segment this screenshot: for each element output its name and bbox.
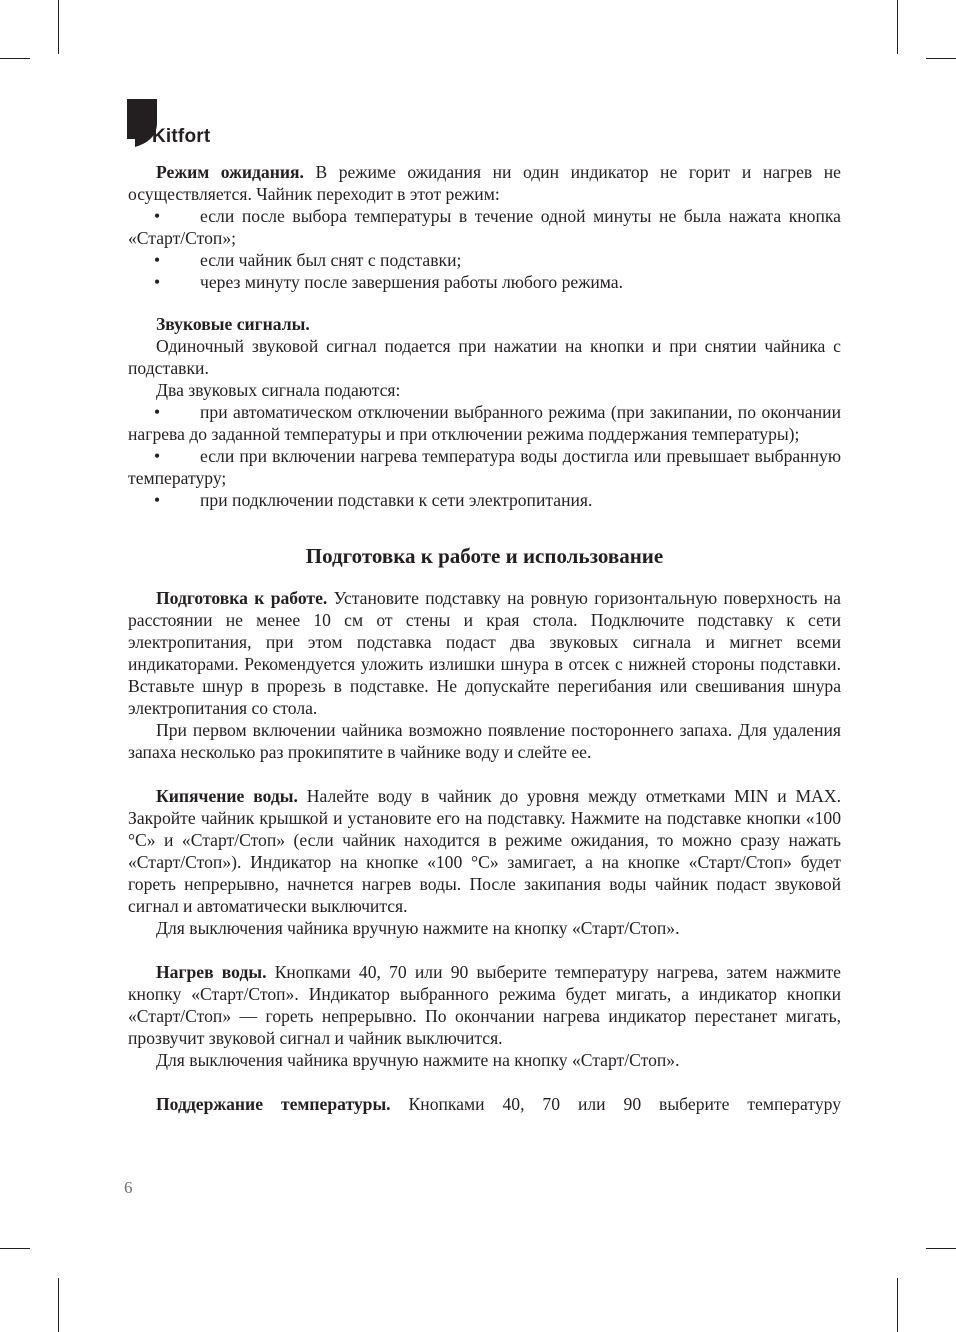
- list-item: • при подключении подставки к сети электропитания.: [154, 490, 593, 510]
- sounds-paragraph: Одиночный звуковой сигнал подается при нажатии на кнопки и при снятии чайника с подставки.: [128, 336, 841, 378]
- crop-mark: [926, 1248, 956, 1249]
- prep-paragraph: Подготовка к работе. Установите подставку на ровную горизонтальную поверхность на расстоянии не менее 10 см от стены и края стола. Подключите подставку к сети электропитания, при этом подставка подаст два звуковых сигнала и мигнет всеми индикаторами. Рекомендуется уложить излишки шнура в отсек с нижней стороны подставки. Вставьте шнур в прорезь в подставке. Не допускайте перегибания или свешивания шнура электропитания со стола.: [128, 588, 841, 718]
- prep-paragraph-2: При первом включении чайника возможно появление постороннего запаха. Для удаления запаха несколько раз прокипятите в чайнике воду и слейте ее.: [128, 720, 841, 762]
- heat-title: Нагрев воды.: [156, 962, 267, 982]
- crop-mark: [897, 0, 898, 54]
- crop-mark: [58, 1278, 59, 1332]
- list-item: • если при включении нагрева температура воды достигла или превышает выбранную температуру;: [128, 446, 841, 488]
- page-number: 6: [124, 1178, 133, 1197]
- standby-text: В режиме ожидания ни один индикатор не горит и нагрев не осуществляется. Чайник переходит в этот режим:: [128, 162, 841, 204]
- section-heading: Подготовка к работе и использование: [305, 544, 664, 568]
- keep-paragraph: Поддержание температуры. Кнопками 40, 70 или 90 выберите температуру: [156, 1094, 841, 1114]
- heat-paragraph: Нагрев воды. Кнопками 40, 70 или 90 выберите температуру нагрева, затем нажмите кнопку «Старт/Стоп». Индикатор выбранного режима будет мигать, а индикатор кнопки «Старт/Стоп» — гореть непрерывно. По окончании нагрева индикатор перестанет мигать, прозвучит звуковой сигнал и чайник выключится.: [128, 962, 841, 1048]
- keep-title: Поддержание температуры.: [156, 1094, 391, 1114]
- boil-paragraph: Кипячение воды. Налейте воду в чайник до уровня между отметками MIN и MAX. Закройте чайник крышкой и установите его на подставку. Нажмите на подставке кнопки «100 °С» и «Старт/Стоп» (если чайник находится в режиме ожидания, то можно сразу нажать «Старт/Стоп»). Индикатор на кнопке «100 °С» замигает, а на кнопке «Старт/Стоп» будет гореть непрерывно, начнется нагрев воды. После закипания воды чайник подаст звуковой сигнал и автоматически выключится.: [128, 786, 841, 916]
- sounds-paragraph-2: Два звуковых сигнала подаются:: [156, 380, 401, 400]
- list-item: • при автоматическом отключении выбранного режима (при закипании, по окончании нагрева до заданной температуры и при отключении режима поддержания температуры);: [128, 402, 841, 444]
- crop-mark: [897, 1278, 898, 1332]
- document-body: [128, 161, 841, 1115]
- boil-title: Кипячение воды.: [156, 786, 298, 806]
- sounds-title: Звуковые сигналы.: [156, 314, 310, 334]
- kitfort-logo: [127, 99, 227, 151]
- crop-mark: [58, 0, 59, 54]
- brand-name: Kitfort: [152, 126, 211, 147]
- heat-paragraph-2: Для выключения чайника вручную нажмите на кнопку «Старт/Стоп».: [156, 1050, 680, 1070]
- boil-paragraph-2: Для выключения чайника вручную нажмите на кнопку «Старт/Стоп».: [156, 918, 680, 938]
- crop-mark: [0, 1248, 30, 1249]
- list-item: • если после выбора температуры в течение одной минуты не была нажата кнопка «Старт/Стоп»;: [128, 206, 841, 248]
- crop-mark: [0, 58, 30, 59]
- crop-mark: [926, 58, 956, 59]
- standby-paragraph: [128, 161, 841, 205]
- standby-title: Режим ожидания.: [156, 162, 304, 182]
- prep-title: Подготовка к работе.: [156, 588, 328, 608]
- list-item: • через минуту после завершения работы любого режима.: [154, 272, 624, 292]
- list-item: • если чайник был снят с подставки;: [154, 250, 462, 270]
